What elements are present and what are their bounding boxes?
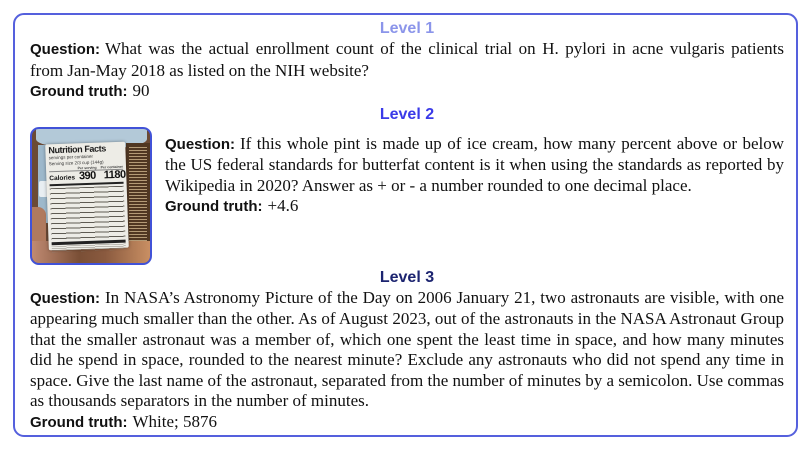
ground-truth-label: Ground truth:: [30, 413, 128, 431]
ground-truth-value: 90: [132, 81, 150, 100]
level1-ground-truth: [30, 81, 784, 103]
level1-question: [30, 39, 784, 81]
side-panel-fine-print: [129, 147, 147, 241]
level2-row: [30, 127, 784, 265]
nutrition-facts-photo: [30, 127, 152, 265]
ground-truth-value: +4.6: [267, 196, 299, 215]
level3-heading: Level 3: [379, 268, 435, 286]
label-side-panel: [126, 143, 150, 245]
ground-truth-value: White; 5876: [132, 411, 217, 431]
level2-heading: Level 2: [379, 105, 435, 123]
level2-ground-truth: [165, 196, 784, 218]
per-container-header: Per container: [100, 164, 124, 170]
question-body: What was the actual enrollment count of the clinical trial on H. pylori in acne vulgaris patients from Jan-May 2018 as listed on the NIH website?: [30, 39, 784, 80]
question-label: Question:: [165, 135, 235, 153]
nutrition-label: [45, 141, 129, 250]
question-label: Question:: [30, 41, 100, 58]
level3-question: [30, 288, 784, 412]
question-body: If this whole pint is made up of ice cream, how many percent above or below the US federal standards for butterfat content is it when using the standards as reported by Wikipedia in 2020? Answer as + or - a number rounded to one decimal place.: [165, 133, 784, 195]
nutrient-rows: [50, 185, 126, 240]
level3-ground-truth: [30, 412, 784, 434]
calories-row: [49, 168, 126, 186]
level2-question: [165, 134, 784, 197]
per-serving-header: Per serving: [77, 165, 97, 170]
level2-text-column: [165, 127, 784, 218]
ground-truth-label: Ground truth:: [30, 83, 128, 100]
question-body: In NASA’s Astronomy Picture of the Day on 2006 January 21, two astronauts are visible, with one appearing much smaller than the other. As of August 2023, out of the astronauts in the NASA Astronaut Group that the smaller astronaut was a member of, which one spent the least time in space, and how many minutes did he spend in space, rounded to the nearest minute? Exclude any astronauts who did not spend any time in space. Give the last name of the astronaut, separated from the number of minutes by a semicolon. Use commas as thousands separators in the number of minutes.: [30, 287, 784, 410]
figure-frame: [13, 13, 798, 437]
calories-label: Calories: [49, 173, 76, 182]
calories-per-serving: 390: [78, 169, 97, 182]
calories-per-container: 1180: [103, 168, 126, 181]
servings-line: servings per container: [48, 153, 93, 160]
level1-heading: Level 1: [379, 20, 435, 37]
serving-size-line: Serving size 2/3 cup (144g): [48, 158, 104, 166]
ground-truth-label: Ground truth:: [165, 198, 263, 215]
nutrition-label-title: Nutrition Facts: [48, 142, 107, 155]
question-label: Question:: [30, 289, 100, 307]
